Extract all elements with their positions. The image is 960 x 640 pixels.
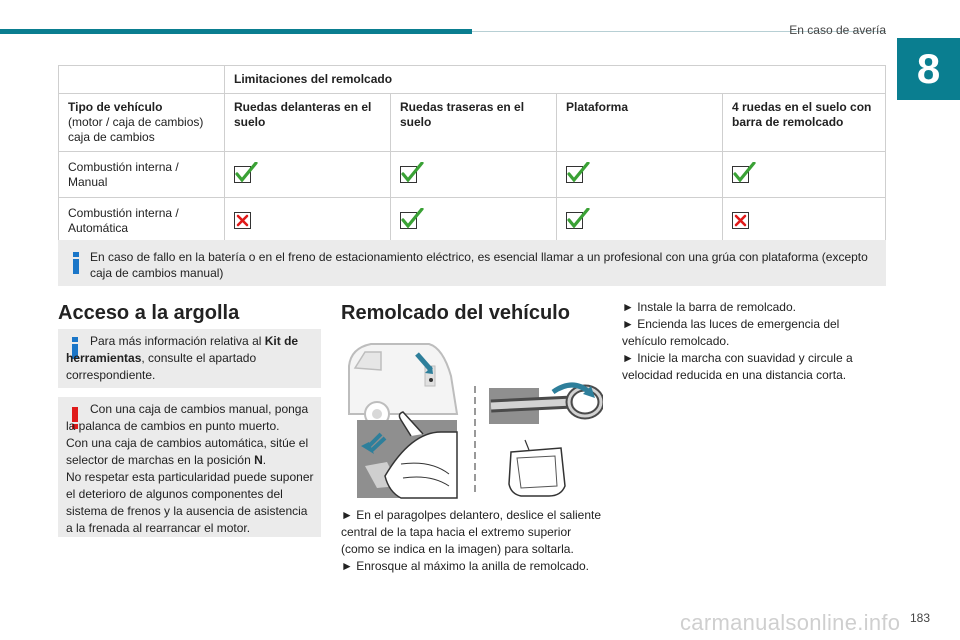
step-text: ► Inicie la marcha con suavidad y circule a velocidad reducida en una distancia corta. <box>622 351 853 382</box>
section-title: En caso de avería <box>789 23 886 37</box>
heading-ring-access: Acceso a la argolla <box>58 302 240 324</box>
row-label: Combustión interna / Manual <box>59 152 225 198</box>
kit-info-box <box>58 329 321 388</box>
vehicle-type-sub2: caja de cambios <box>68 130 155 144</box>
cross-icon <box>234 208 256 230</box>
mark-cell <box>391 198 557 244</box>
watermark: carmanualsonline.info <box>680 610 901 635</box>
info-icon <box>73 252 79 274</box>
column-header-front: Ruedas delanteras en el suelo <box>225 94 391 152</box>
gearbox-warning-box <box>58 397 321 537</box>
step-text: ► Enrosque al máximo la anilla de remolcado. <box>341 559 589 573</box>
column-header-platform: Plataforma <box>557 94 723 152</box>
mark-cell <box>557 198 723 244</box>
cross-icon <box>732 208 754 230</box>
check-icon <box>234 162 256 184</box>
table-row <box>59 152 886 198</box>
mark-cell <box>225 152 391 198</box>
table-caption: Limitaciones del remolcado <box>225 66 886 94</box>
vehicle-type-label: Tipo de vehículo <box>68 100 163 114</box>
check-icon <box>566 162 588 184</box>
battery-info-box <box>58 240 886 286</box>
towing-steps <box>341 507 603 575</box>
check-icon <box>400 208 422 230</box>
kit-info-text: Para más información relativa al Kit de herramientas, consulte el apartado correspondiente. <box>66 334 299 382</box>
step-text: ► Encienda las luces de emergencia del vehículo remolcado. <box>622 317 840 348</box>
vehicle-type-sub: (motor / caja de cambios) <box>68 115 204 129</box>
step-text: ► Instale la barra de remolcado. <box>622 300 796 314</box>
check-icon <box>732 162 754 184</box>
mark-cell <box>225 198 391 244</box>
column-header-tow-bar: 4 ruedas en el suelo con barra de remolcado <box>723 94 886 152</box>
column-header-vehicle <box>59 94 225 152</box>
page-number: 183 <box>910 611 931 625</box>
mark-cell <box>723 198 886 244</box>
table-row <box>59 198 886 244</box>
gearbox-warning-text: Con una caja de cambios manual, ponga la palanca de cambios en punto muerto. Con una caja de cambios automática, sitúe el selector de marchas en la posición N. No respetar esta particularidad puede suponer el deterioro de algunos componentes del sistema de frenos y la ausencia de asistencia a la frenada al rearrancar el motor. <box>66 402 314 535</box>
heading-towing: Remolcado del vehículo <box>341 302 570 324</box>
towing-steps-continued <box>622 299 886 384</box>
chapter-number: 8 <box>897 38 960 100</box>
towing-ring-illustration <box>341 336 603 501</box>
mark-cell <box>723 152 886 198</box>
row-label: Combustión interna / Automática <box>59 198 225 244</box>
check-icon <box>566 208 588 230</box>
towing-limits-table <box>58 65 886 244</box>
header-accent-bar <box>0 29 472 34</box>
mark-cell <box>557 152 723 198</box>
battery-info-text: En caso de fallo en la batería o en el freno de estacionamiento eléctrico, es esencial llamar a un profesional con una grúa con plataforma (excepto caja de cambios manual) <box>90 250 868 280</box>
mark-cell <box>391 152 557 198</box>
check-icon <box>400 162 422 184</box>
step-text: ► En el paragolpes delantero, deslice el saliente central de la tapa hacia el extremo superior (como se indica en la imagen) para soltarla. <box>341 508 602 556</box>
column-header-rear: Ruedas traseras en el suelo <box>391 94 557 152</box>
